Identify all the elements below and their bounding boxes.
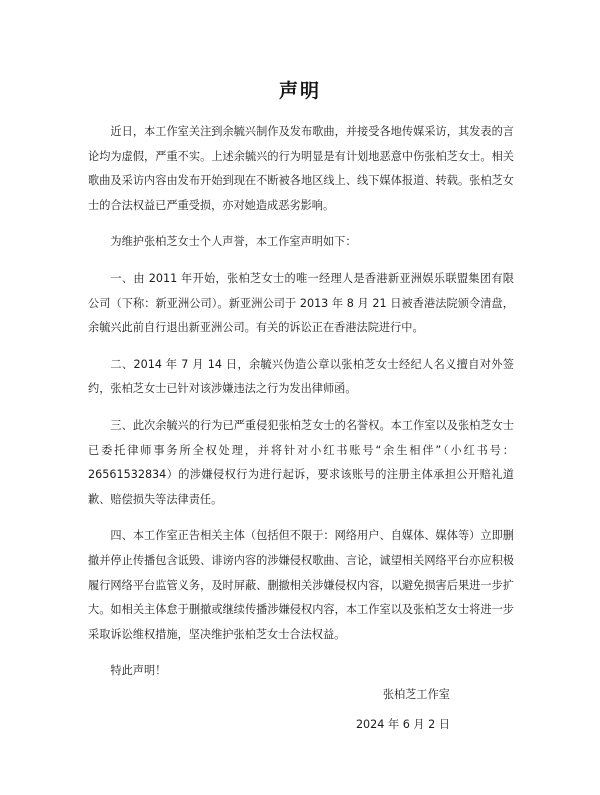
paragraph-item-2: 二、2014 年 7 月 14 日，余毓兴伪造公章以张柏芝女士经纪人名义擅自对外签约，张柏芝女士已针对该涉嫌违法之行为发出律师函。: [88, 357, 514, 396]
paragraph-closing: 特此声明！: [110, 664, 167, 678]
signature-date: 2024 年 6 月 2 日: [355, 718, 450, 731]
document-body: [88, 120, 514, 696]
signature-org: 张柏芝工作室: [382, 688, 450, 701]
paragraph-intro: 近日，本工作室关注到余毓兴制作及发布歌曲，并接受各地传媒采访，其发表的言论均为虚假，严重不实。上述余毓兴的行为明显是有计划地恶意中伤张柏芝女士。相关歌曲及采访内容由发布开始到现在不断被各地区线上、线下媒体报道、转载。张柏芝女士的合法权益已严重受损，亦对她造成恶劣影响。: [88, 125, 514, 212]
paragraph-item-4: 四、本工作室正告相关主体（包括但不限于：网络用户、自媒体、媒体等）立即删撤并停止传播包含诋毁、诽谤内容的涉嫌侵权歌曲、言论，诚望相关网络平台亦应积极履行网络平台监管义务，及时屏蔽、删撤相关涉嫌侵权内容，以避免损害后果进一步扩大。如相关主体怠于删撤或继续传播涉嫌侵权内容，本工作室以及张柏芝女士将进一步采取诉讼维权措施，坚决维护张柏芝女士合法权益。: [88, 529, 514, 641]
paragraph-item-3: 三、此次余毓兴的行为已严重侵犯张柏芝女士的名誉权。本工作室以及张柏芝女士已委托律师事务所全权处理，并将针对小红书账号“余生相伴”（小红书号：26561532834）的涉嫌侵权行为进行起诉，要求该账号的注册主体承担公开赔礼道歉、赔偿损失等法律责任。: [88, 418, 514, 506]
paragraph-item-1: 一、由 2011 年开始，张柏芝女士的唯一经理人是香港新亚洲娱乐联盟集团有限公司（下称：新亚洲公司）。新亚洲公司于 2013 年 8 月 21 日被香港法院颁令清盘，余毓兴此前自行退出新亚洲公司。有关的诉讼正在香港法院进行中。: [88, 271, 514, 335]
signature-block: [356, 680, 450, 740]
document-title: 声明: [278, 80, 321, 102]
paragraph-declaration-lead: 为维护张柏芝女士个人声誉，本工作室声明如下：: [110, 235, 357, 249]
